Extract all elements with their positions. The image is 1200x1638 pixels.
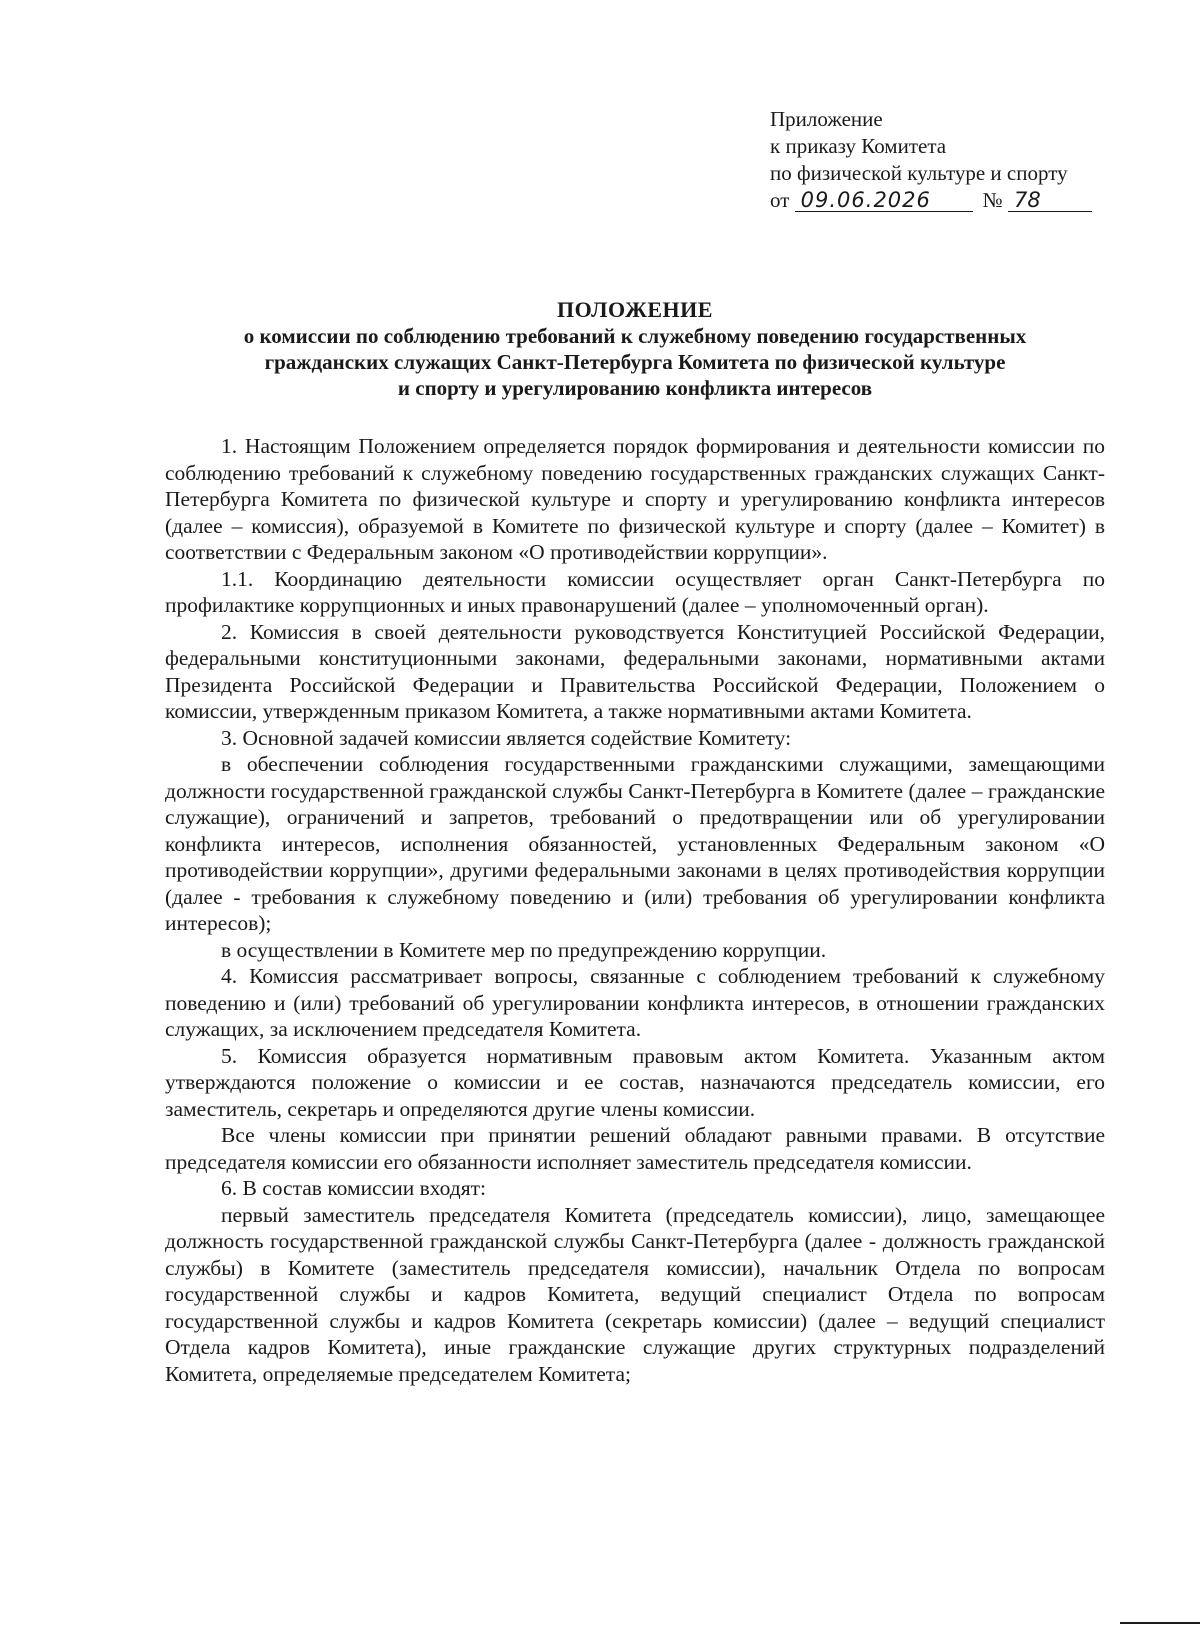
paragraph-6-members: первый заместитель председателя Комитета (председатель комиссии), лицо, замещающее должность государственной гражданской службы Санкт-Петербурга (далее - должность гражданской службы) в Комитете (заместитель председателя комиссии), начальник Отдела по вопросам государственной службы и кадров Комитета, ведущий специалист Отдела по вопросам государственной службы и кадров Комитета (секретарь комиссии) (далее – ведущий специалист Отдела кадров Комитета), иные гражданские служащие других структурных подразделений Комитета, определяемые председателем Комитета; <box>165 1202 1105 1386</box>
paragraph-4: 4. Комиссия рассматривает вопросы, связанные с соблюдением требований к служебному поведению и (или) требований об урегулировании конфликта интересов, в отношении гражданских служащих, за исключением председателя Комитета. <box>165 964 1105 1041</box>
paragraph-1: 1. Настоящим Положением определяется порядок формирования и деятельности комиссии по соблюдению требований к служебному поведению государственных гражданских служащих Санкт-Петербурга Комитета по физической культуре и спорту и урегулированию конфликта интересов (далее – комиссия), образуемой в Комитете по физической культуре и спорту (далее – Комитет) в соответствии с Федеральным законом «О противодействии коррупции». <box>165 434 1105 564</box>
handwritten-number: 78 <box>1008 189 1092 212</box>
handwritten-date: 09.06.2026 <box>795 189 973 212</box>
appendix-committee-line: по физической культуре и спорту <box>770 161 1068 185</box>
paragraph-3: 3. Основной задачей комиссии является содействие Комитету: <box>221 725 792 750</box>
paragraph-3-item-2: в осуществлении в Комитете мер по предупреждению коррупции. <box>221 937 827 962</box>
appendix-title: Приложение <box>770 107 883 131</box>
paragraph-5-continued: Все члены комиссии при принятии решений обладают равными правами. В отсутствие председателя комиссии его обязанности исполняет заместитель председателя комиссии. <box>165 1123 1105 1174</box>
appendix-date-line <box>770 187 1092 214</box>
date-prefix: от <box>770 188 790 212</box>
paragraph-6: 6. В состав комиссии входят: <box>221 1176 487 1200</box>
heading-line-3: и спорту и урегулированию конфликта интересов <box>397 376 873 400</box>
number-prefix: № <box>982 188 1003 212</box>
document-title: ПОЛОЖЕНИЕ <box>557 297 713 322</box>
paragraph-3-item-1: в обеспечении соблюдения государственными гражданскими служащими, замещающими должности государственной гражданской службы Санкт-Петербурга в Комитете (далее – гражданские служащие), ограничений и запретов, требований о предотвращении или об урегулировании конфликта интересов, исполнения обязанностей, установленных Федеральным законом «О противодействии коррупции», другими федеральными законами в целях противодействия коррупции (далее - требования к служебному поведению и (или) требования об урегулировании конфликта интересов); <box>165 752 1105 935</box>
document-heading <box>160 297 1110 401</box>
heading-line-2: гражданских служащих Санкт-Петербурга Комитета по физической культуре <box>264 350 1006 374</box>
paragraph-1-1: 1.1. Координацию деятельности комиссии осуществляет орган Санкт-Петербурга по профилактике коррупционных и иных правонарушений (далее – уполномоченный орган). <box>165 566 1105 617</box>
appendix-block <box>770 106 1092 214</box>
heading-line-1: о комиссии по соблюдению требований к служебному поведению государственных <box>243 324 1027 348</box>
paragraph-2: 2. Комиссия в своей деятельности руководствуется Конституцией Российской Федерации, федеральными конституционными законами, федеральными законами, нормативными актами Президента Российской Федерации и Правительства Российской Федерации, Положением о комиссии, утвержденным приказом Комитета, а также нормативными актами Комитета. <box>165 619 1105 723</box>
page-edge-line <box>1120 1622 1200 1624</box>
document-body <box>165 433 1105 1387</box>
paragraph-5: 5. Комиссия образуется нормативным правовым актом Комитета. Указанным актом утверждаются положение о комиссии и ее состав, назначаются председатель комиссии, его заместитель, секретарь и определяются другие члены комиссии. <box>165 1043 1105 1121</box>
appendix-order-line: к приказу Комитета <box>770 134 947 158</box>
